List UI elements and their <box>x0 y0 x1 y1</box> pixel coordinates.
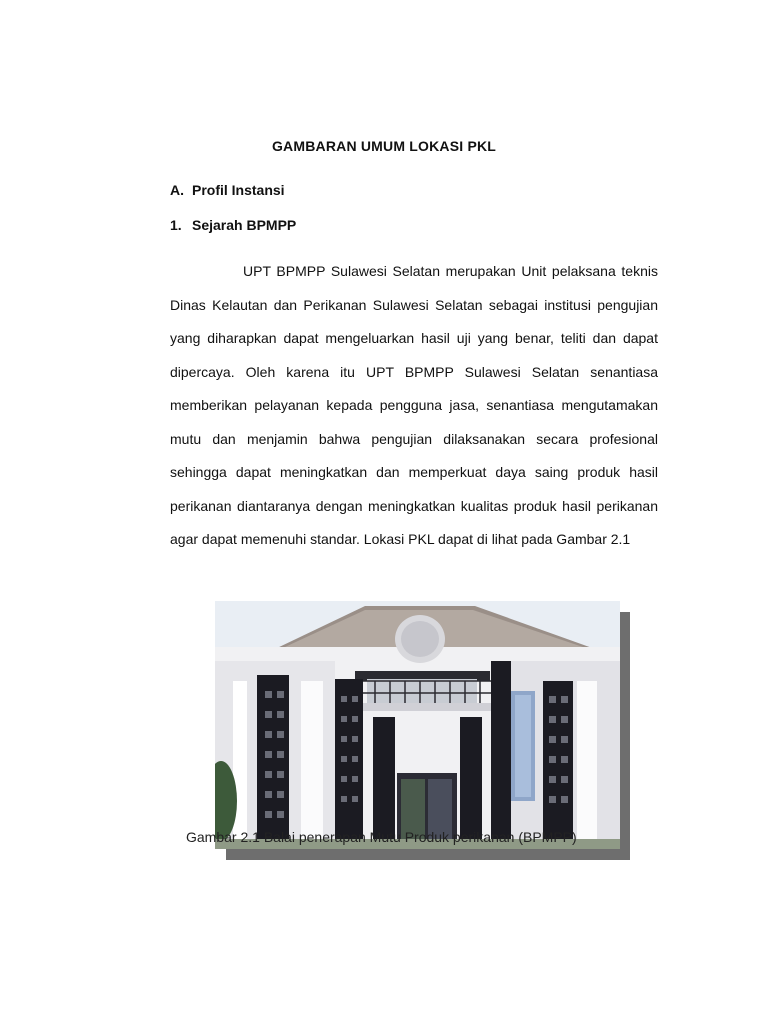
figure-caption: Gambar 2.1 Balai penerapan Mutu Produk perikanan (BPMPP) <box>186 829 577 845</box>
building-photo <box>215 601 620 849</box>
section-label-a: Profil Instansi <box>192 182 285 198</box>
page-title: GAMBARAN UMUM LOKASI PKL <box>271 138 497 154</box>
section-heading-1 <box>170 217 296 233</box>
section-marker-1: 1. <box>170 217 182 233</box>
section-heading-a <box>170 182 285 198</box>
body-paragraph: UPT BPMPP Sulawesi Selatan merupakan Unit pelaksana teknis Dinas Kelautan dan Perikanan Sulawesi Selatan sebagai institusi pengujian yang diharapkan dapat mengeluarkan hasil uji yang benar, teliti dan dapat dipercaya. Oleh karena itu UPT BPMPP Sulawesi Selatan senantiasa memberikan pelayanan kepada pengguna jasa, senantiasa mengutamakan mutu dan menjamin bahwa pengujian dilaksanakan secara profesional sehingga dapat meningkatkan dan memperkuat daya saing produk hasil perikanan diantaranya dengan meningkatkan kualitas produk hasil perikanan agar dapat memenuhi standar. Lokasi PKL dapat di lihat pada Gambar 2.1 <box>170 263 658 547</box>
section-label-1: Sejarah BPMPP <box>192 217 297 233</box>
section-marker-a: A. <box>170 182 184 198</box>
building-illustration <box>215 601 620 849</box>
